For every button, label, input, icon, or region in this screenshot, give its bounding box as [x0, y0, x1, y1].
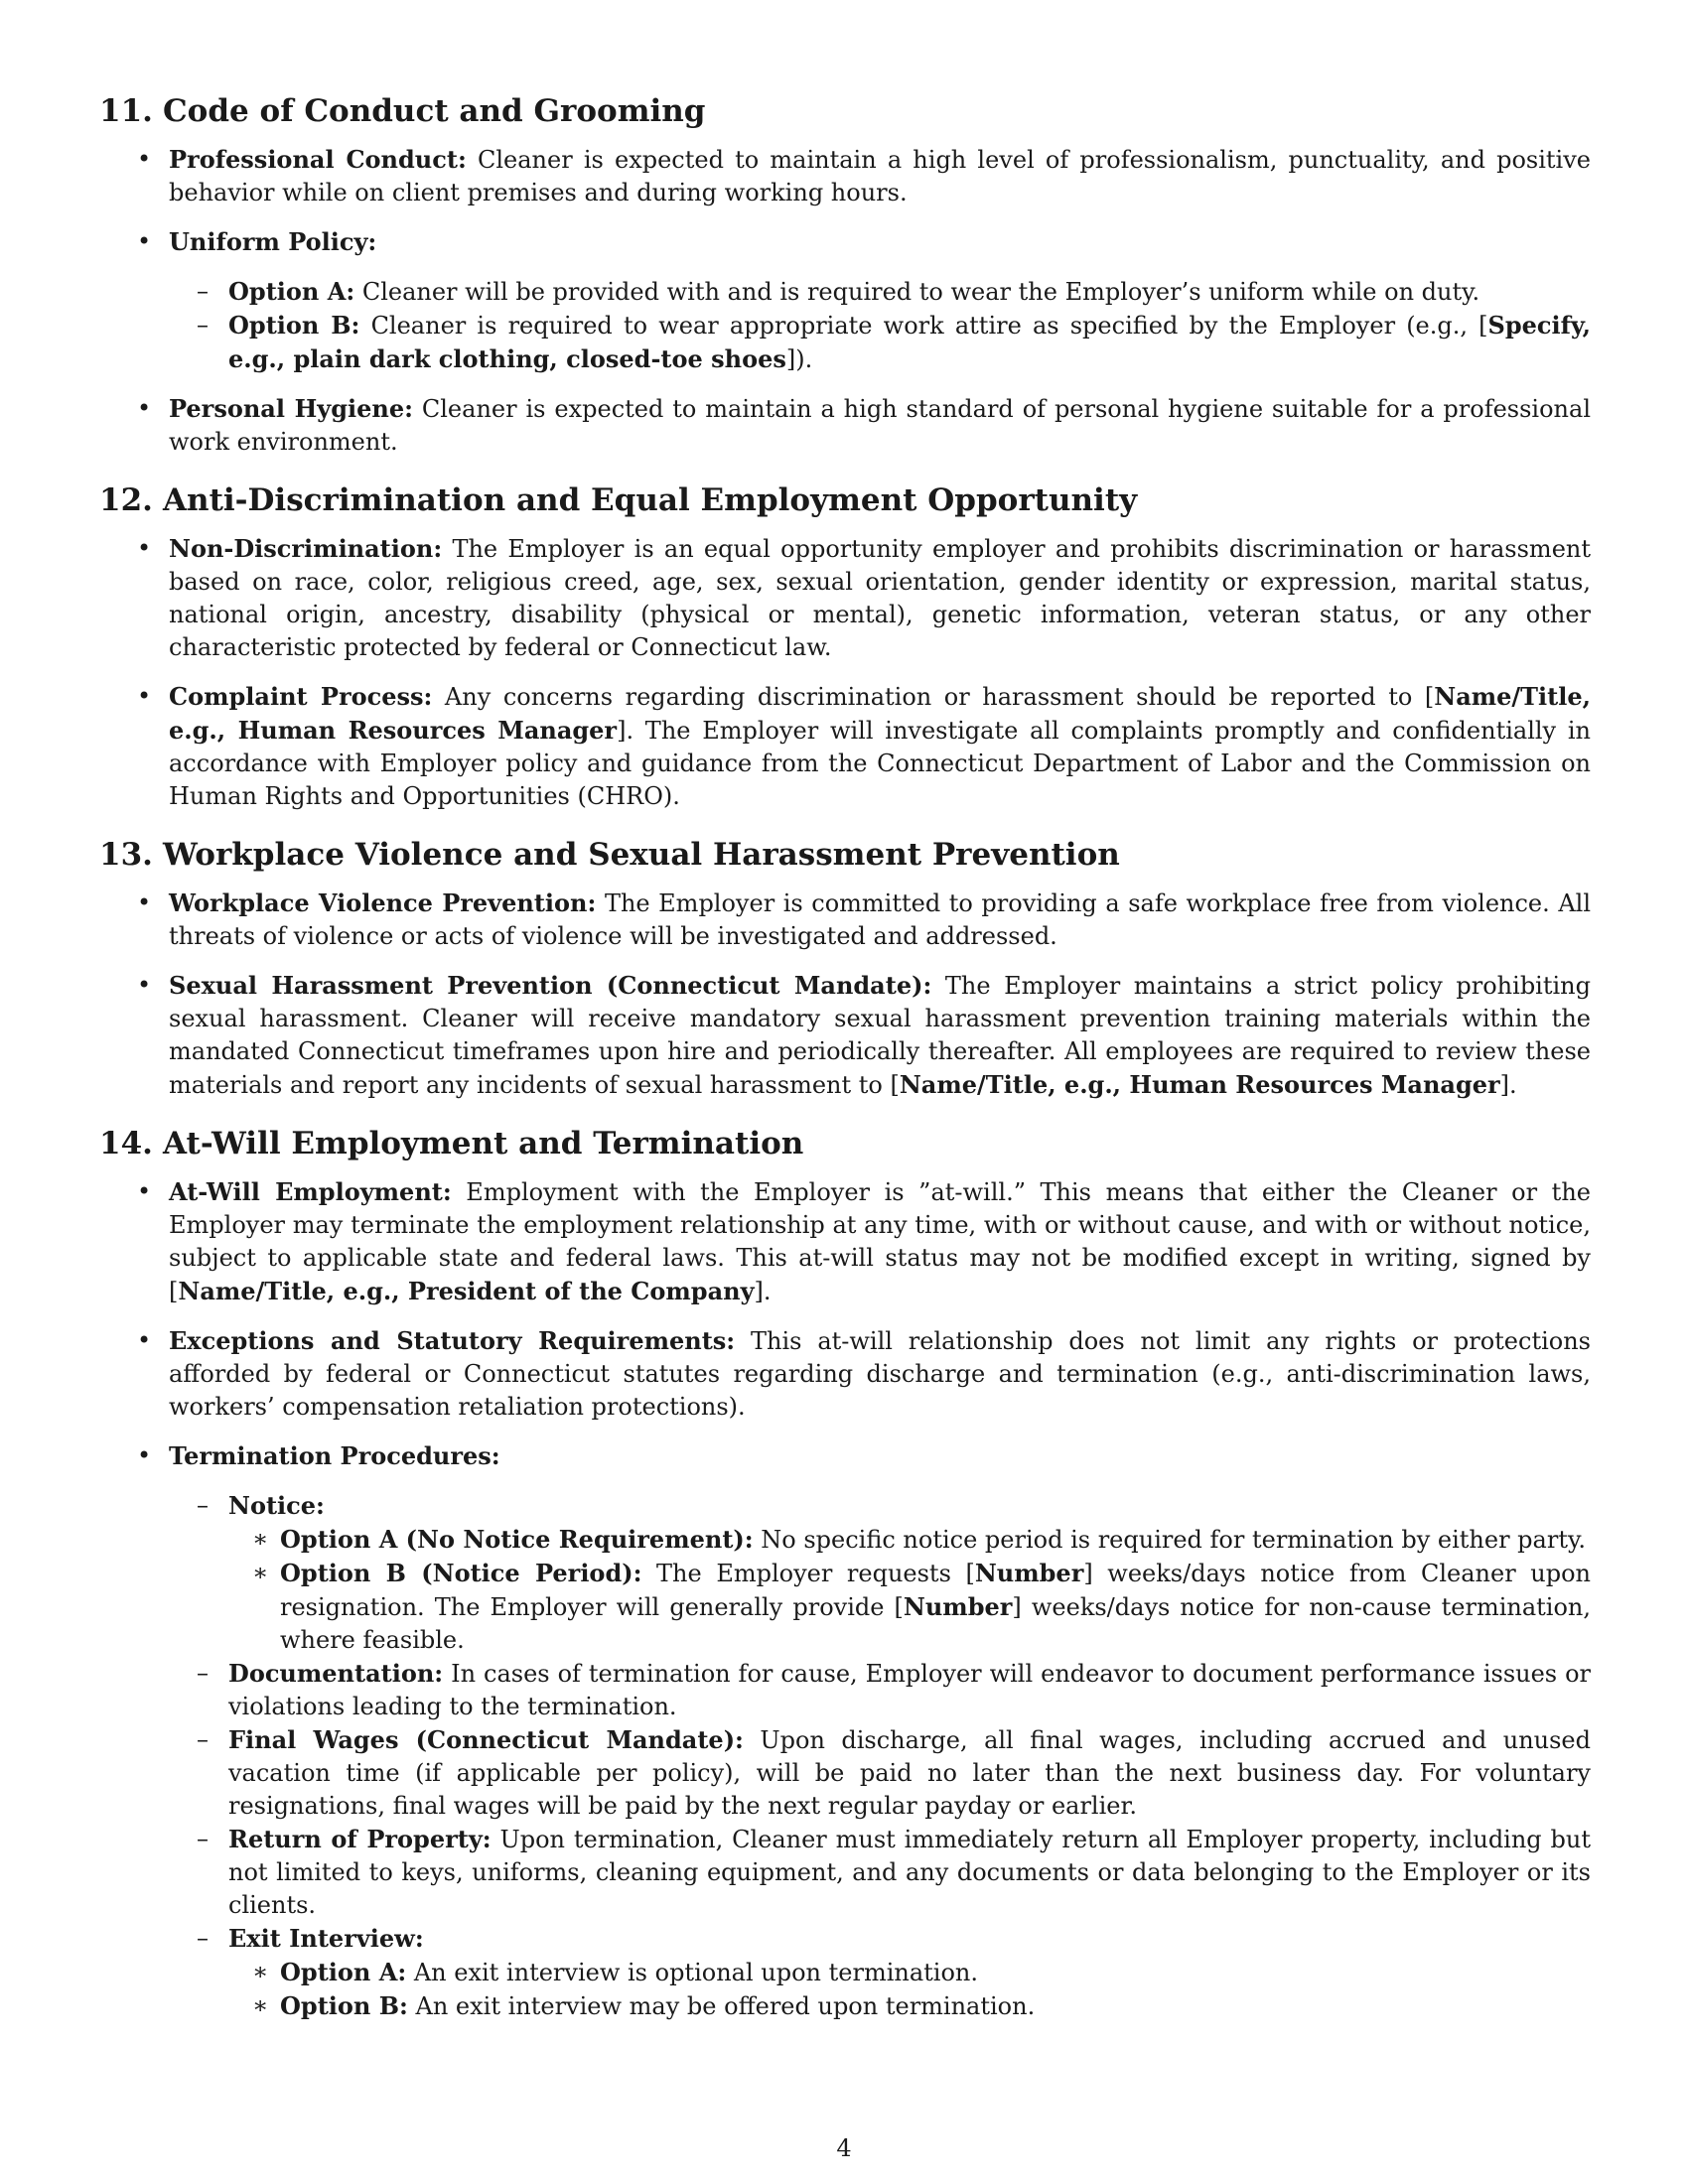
section-14: [99, 1124, 1591, 2023]
list-item: • Complaint Process: Any concerns regarding discrimination or harassment should be reported to [Name/Title, e.g., Human Resources Manager]. The Employer will investigate all complaints promptly and confidentially in accordance with Employer policy and guidance from the Connecticut Department of Labor and the Commission on Human Rights and Opportunities (CHRO).: [99, 680, 1591, 813]
document-page: [99, 91, 1591, 2045]
section-heading: 13. Workplace Violence and Sexual Harassment Prevention: [99, 837, 1120, 873]
sub-sub-list-item: ∗ Option B (Notice Period): The Employer requests [Number] weeks/days notice from Cleaner upon resignation. The Employer will generally provide [Number] weeks/days notice for non-cause termination, where feasible.: [228, 1557, 1591, 1657]
section-heading: 12. Anti-Discrimination and Equal Employment Opportunity: [99, 482, 1138, 518]
sub-list-item: – Option A: Cleaner will be provided with and is required to wear the Employer’s uniform while on duty.: [169, 275, 1591, 309]
section-heading: 11. Code of Conduct and Grooming: [99, 93, 706, 129]
sub-list-item: – Option B: Cleaner is required to wear appropriate work attire as specified by the Employer (e.g., [Specify, e.g., plain dark clothing, closed-toe shoes]).: [169, 309, 1591, 376]
list-item: • Uniform Policy: – Option A: Cleaner will be provided with and is required to wear the Employer’s uniform while on duty. – Option B: Cleaner is required to wear appropriate work attire as specified by the Employer (e.g., [Specify, e.g., plain dark clothing, closed-toe shoes]).: [99, 225, 1591, 376]
list-item: • Exceptions and Statutory Requirements: This at-will relationship does not limit any rights or protections afforded by federal or Connecticut statutes regarding discharge and termination (e.g., anti-discrimination laws, workers’ compensation retaliation protections).: [99, 1324, 1591, 1424]
sub-list-item: – Final Wages (Connecticut Mandate): Upon discharge, all final wages, including accrued and unused vacation time (if applicable per policy), will be paid no later than the next business day. For voluntary resignations, final wages will be paid by the next regular payday or earlier.: [169, 1723, 1591, 1823]
list-item: • At-Will Employment: Employment with the Employer is ”at-will.” This means that either the Cleaner or the Employer may terminate the employment relationship at any time, with or without cause, and with or without notice, subject to applicable state and federal laws. This at-will status may not be modified except in writing, signed by [Name/Title, e.g., President of the Company].: [99, 1175, 1591, 1308]
list-item: • Personal Hygiene: Cleaner is expected to maintain a high standard of personal hygiene suitable for a professional work environment.: [99, 392, 1591, 459]
list-item: • Non-Discrimination: The Employer is an equal opportunity employer and prohibits discrimination or harassment based on race, color, religious creed, age, sex, sexual orientation, gender identity or expression, marital status, national origin, ancestry, disability (physical or mental), genetic information, veteran status, or any other characteristic protected by federal or Connecticut law.: [99, 532, 1591, 664]
sub-list-item: – Documentation: In cases of termination for cause, Employer will endeavor to document performance issues or violations leading to the termination.: [169, 1657, 1591, 1723]
section-13: [99, 835, 1591, 1102]
sub-list-item: – Exit Interview: ∗ Option A: An exit interview is optional upon termination. ∗ Option B: An exit interview may be offered upon termination.: [169, 1922, 1591, 2023]
sub-sub-list-item: ∗ Option A (No Notice Requirement): No specific notice period is required for termination by either party.: [228, 1523, 1591, 1557]
section-heading: 14. At-Will Employment and Termination: [99, 1126, 804, 1161]
sub-sub-list-item: ∗ Option B: An exit interview may be offered upon termination.: [228, 1989, 1591, 2023]
list-item: • Termination Procedures: – Notice: ∗ Option A (No Notice Requirement): No specific notice period is required for termination by either party. ∗ Option B (Notice Period): The Employer requests [Number] weeks/days notice from Cleaner upon resignation. The Employer will generally provide [Number] weeks/days notice for non-cause termination, where feasible. – Documentation: In cases of termination for cause, Employer will endeavor to document performance issues or violations leading to the termination. – Final Wages (Connecticut Mandate): Upon discharge, all final wages, including accrued and unused vacation time (if applicable per policy), will be paid no later than the next business day. For voluntary resignations, final wages will be paid by the next regular payday or earlier. – Return of Property: Upon termination, Cleaner must immediately return all Employer property, including but not limited to keys, uniforms, cleaning equipment, and any documents or data belonging to the Employer or its clients. – Exit Interview: ∗ Option A: An exit interview is optional upon termination. ∗ Option B: An exit interview may be offered upon termination.: [99, 1439, 1591, 2023]
list-item: • Workplace Violence Prevention: The Employer is committed to providing a safe workplace free from violence. All threats of violence or acts of violence will be investigated and addressed.: [99, 887, 1591, 953]
section-11: [99, 91, 1591, 459]
list-item: • Sexual Harassment Prevention (Connecticut Mandate): The Employer maintains a strict policy prohibiting sexual harassment. Cleaner will receive mandatory sexual harassment prevention training materials within the mandated Connecticut timeframes upon hire and periodically thereafter. All employees are required to review these materials and report any incidents of sexual harassment to [Name/Title, e.g., Human Resources Manager].: [99, 969, 1591, 1102]
section-12: [99, 480, 1591, 813]
list-item: • Professional Conduct: Cleaner is expected to maintain a high level of professionalism, punctuality, and positive behavior while on client premises and during working hours.: [99, 143, 1591, 209]
sub-list-item: – Notice: ∗ Option A (No Notice Requirement): No specific notice period is required for termination by either party. ∗ Option B (Notice Period): The Employer requests [Number] weeks/days notice from Cleaner upon resignation. The Employer will generally provide [Number] weeks/days notice for non-cause termination, where feasible.: [169, 1489, 1591, 1657]
sub-sub-list-item: ∗ Option A: An exit interview is optional upon termination.: [228, 1956, 1591, 1989]
page-number: 4: [836, 2134, 852, 2162]
sub-list-item: – Return of Property: Upon termination, Cleaner must immediately return all Employer property, including but not limited to keys, uniforms, cleaning equipment, and any documents or data belonging to the Employer or its clients.: [169, 1823, 1591, 1922]
